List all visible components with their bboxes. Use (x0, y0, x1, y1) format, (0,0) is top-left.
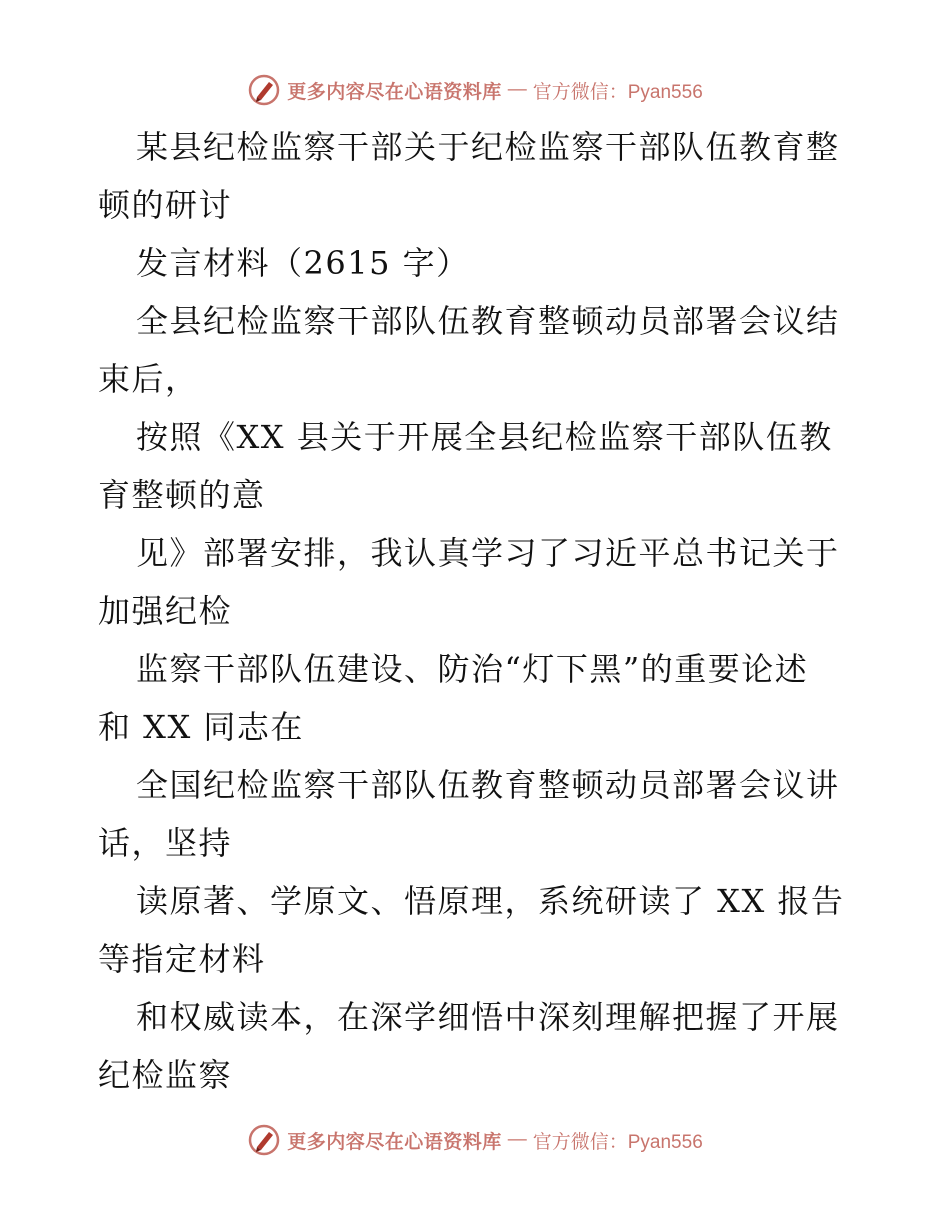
title-line-2: 顿的研讨 (98, 186, 233, 224)
paragraph-line: 监察干部队伍建设、防治“灯下黑”的重要论述 (136, 650, 809, 688)
paragraph-line: 加强纪检 (98, 592, 233, 630)
title-line-3: 发言材料（2615 字） (136, 244, 470, 282)
banner-contact: 官方微信：Pyan556 (532, 81, 703, 103)
paragraph-line: 育整顿的意 (98, 476, 266, 514)
paragraph-line: 全县纪检监察干部队伍教育整顿动员部署会议结 (136, 302, 840, 340)
footer-banner (0, 1120, 950, 1160)
paragraph-line: 等指定材料 (98, 940, 266, 978)
paragraph-line: 束后， (98, 360, 199, 398)
banner-dash: — (507, 1129, 527, 1150)
pen-logo-icon (247, 73, 281, 107)
paragraph-line: 全国纪检监察干部队伍教育整顿动员部署会议讲 (136, 766, 840, 804)
banner-contact: 官方微信：Pyan556 (532, 1131, 703, 1153)
paragraph-line: 读原著、学原文、悟原理，系统研读了 XX 报告 (136, 882, 845, 920)
paragraph-line: 纪检监察 (98, 1056, 233, 1094)
paragraph-line: 和 XX 同志在 (98, 708, 304, 746)
banner-text: 更多内容尽在心语资料库 (287, 80, 502, 103)
title-line-1: 某县纪检监察干部关于纪检监察干部队伍教育整 (136, 128, 840, 166)
header-banner (0, 70, 950, 110)
paragraph-line: 按照《XX 县关于开展全县纪检监察干部队伍教 (136, 418, 833, 456)
paragraph-line: 见》部署安排，我认真学习了习近平总书记关于 (136, 534, 840, 572)
banner-dash: — (507, 79, 527, 100)
document-body (98, 118, 858, 1104)
banner-text: 更多内容尽在心语资料库 (287, 1130, 502, 1153)
paragraph-line: 话，坚持 (98, 824, 233, 862)
paragraph-line: 和权威读本，在深学细悟中深刻理解把握了开展 (136, 998, 840, 1036)
pen-logo-icon (247, 1123, 281, 1157)
